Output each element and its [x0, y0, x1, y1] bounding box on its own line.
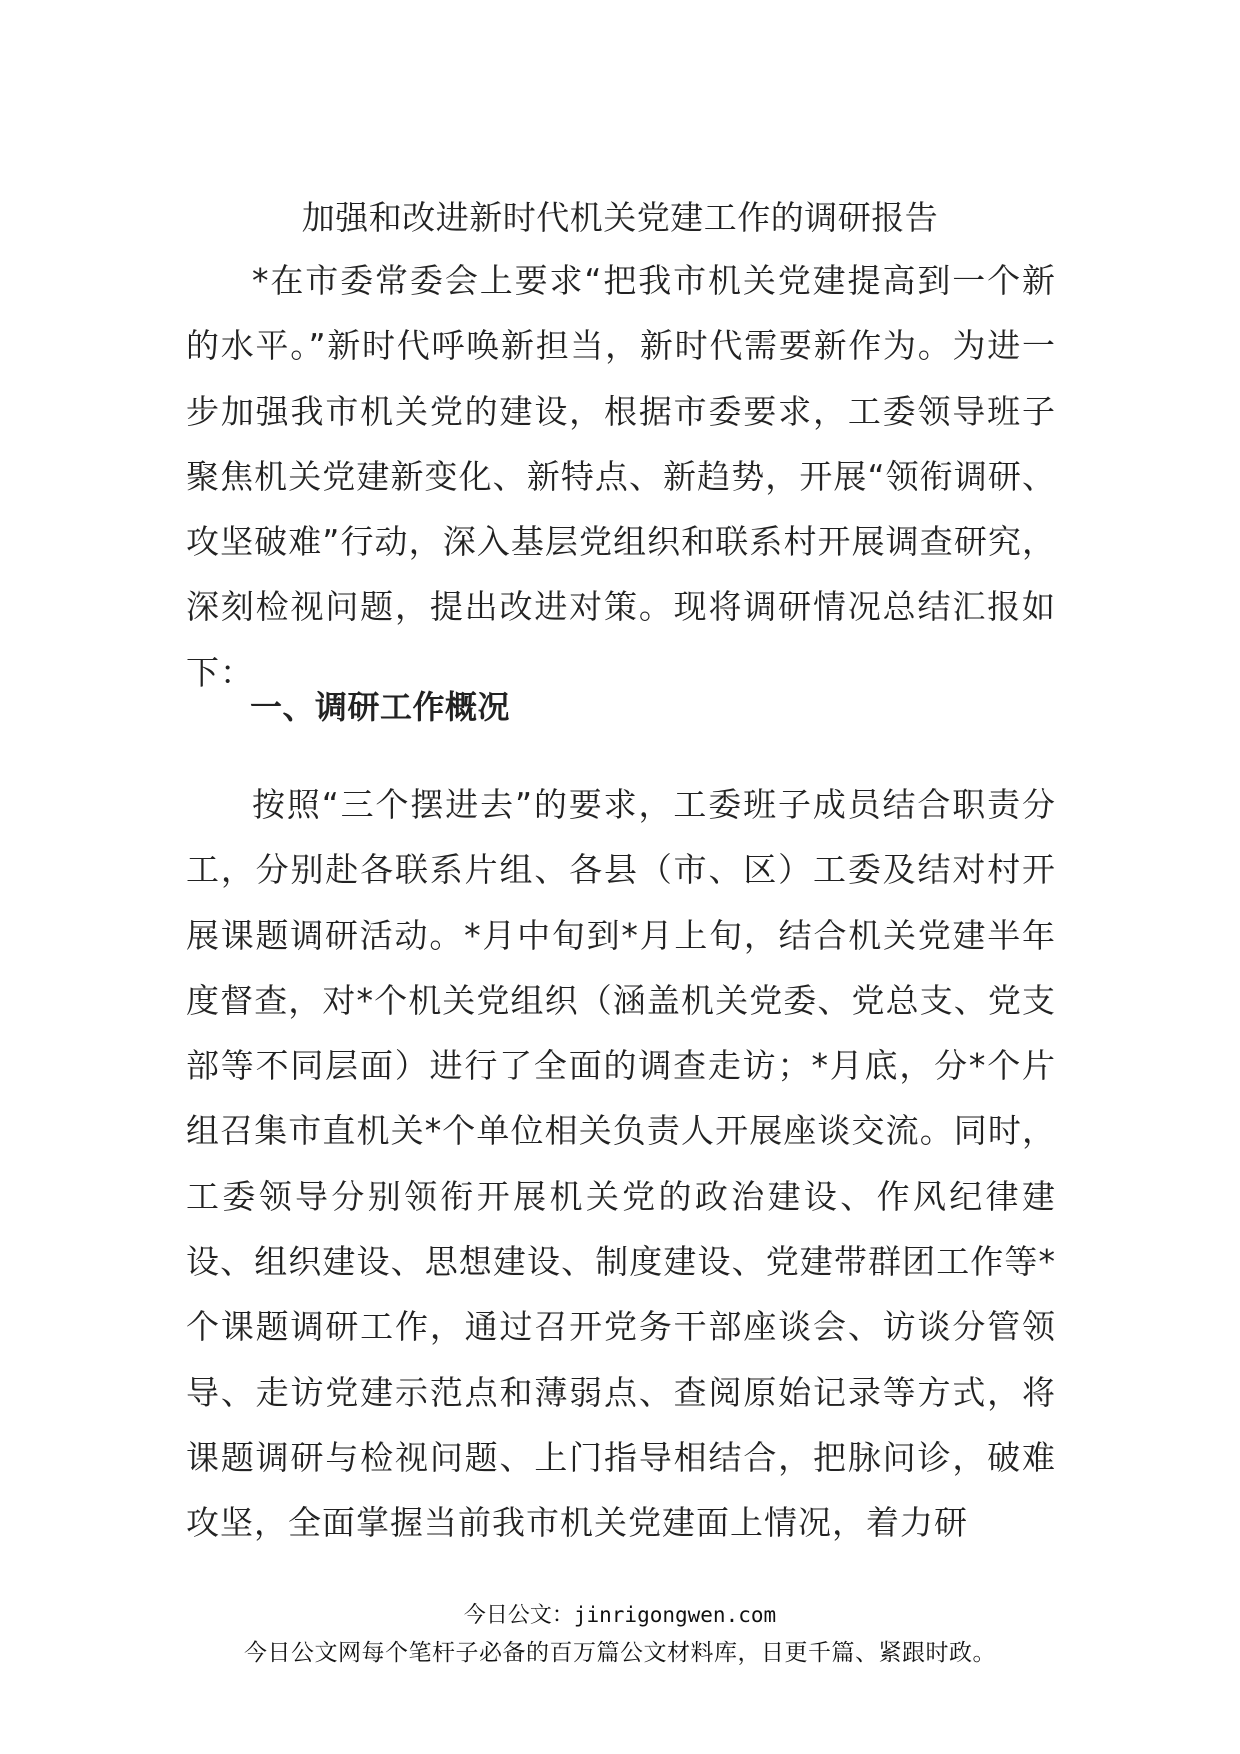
footer-slogan: 今日公文网每个笔杆子必备的百万篇公文材料库，日更千篇、紧跟时政。: [244, 1639, 996, 1665]
document-title: 加强和改进新时代机关党建工作的调研报告: [301, 198, 939, 237]
body-paragraph: 按照“三个摆进去”的要求，工委班子成员结合职责分工，分别赴各联系片组、各县（市、区）工委及结对村开展课题调研活动。*月中旬到*月上旬，结合机关党建半年度督查，对*个机关党组织（涵盖机关党委、党总支、党支部等不同层面）进行了全面的调查走访；*月底，分*个片组召集市直机关*个单位相关负责人开展座谈交流。同时，工委领导分别领衔开展机关党的政治建设、作风纪律建设、组织建设、思想建设、制度建设、党建带群团工作等*个课题调研工作，通过召开党务干部座谈会、访谈分管领导、走访党建示范点和薄弱点、查阅原始记录等方式，将课题调研与检视问题、上门指导相结合，把脉问诊，破难攻坚，全面掌握当前我市机关党建面上情况，着力研: [186, 785, 1056, 1543]
section-heading: 一、调研工作概况: [250, 688, 511, 726]
footer-source: [0, 1600, 1240, 1630]
footer-label: 今日公文：: [463, 1602, 574, 1627]
intro-paragraph: *在市委常委会上要求“把我市机关党建提高到一个新的水平。”新时代呼唤新担当，新时代需要新作为。为进一步加强我市机关党的建设，根据市委要求，工委领导班子聚焦机关党建新变化、新特点、新趋势，开展“领衔调研、攻坚破难”行动，深入基层党组织和联系村开展调查研究，深刻检视问题，提出改进对策。现将调研情况总结汇报如下：: [186, 261, 1056, 692]
footer-site-link[interactable]: jinrigongwen.com: [573, 1603, 777, 1627]
